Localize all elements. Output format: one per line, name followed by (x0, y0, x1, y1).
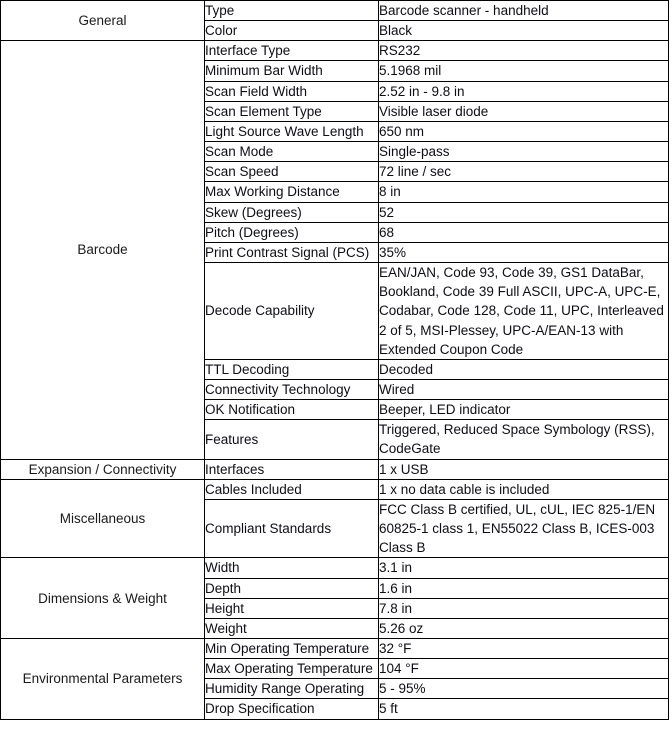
attribute-cell (205, 639, 379, 659)
attribute-label: Width (205, 560, 240, 576)
value-cell (379, 578, 669, 598)
attribute-label: Max Operating Temperature (205, 661, 373, 677)
attribute-cell (205, 359, 379, 379)
value-text: 1 x no data cable is included (379, 481, 550, 497)
value-cell (379, 400, 669, 420)
value-cell (379, 359, 669, 379)
table-row (1, 639, 669, 659)
attribute-cell (205, 1, 379, 21)
attribute-label: Interface Type (205, 43, 291, 59)
value-cell (379, 222, 669, 242)
attribute-cell (205, 499, 379, 557)
value-text: 1.6 in (379, 580, 413, 596)
attribute-label: Scan Element Type (205, 103, 322, 119)
value-cell (379, 21, 669, 41)
attribute-label: Features (205, 431, 259, 447)
category-cell: Miscellaneous (1, 479, 205, 558)
value-cell (379, 558, 669, 578)
category-cell: Dimensions & Weight (1, 558, 205, 639)
attribute-cell (205, 618, 379, 638)
value-cell (379, 162, 669, 182)
table-row (1, 1, 669, 21)
value-cell (379, 202, 669, 222)
table-row (1, 41, 669, 61)
attribute-label: Drop Specification (205, 701, 315, 717)
value-text: 104 °F (379, 661, 419, 677)
attribute-cell (205, 578, 379, 598)
value-text: 7.8 in (379, 600, 413, 616)
category-cell: Expansion / Connectivity (1, 459, 205, 479)
attribute-cell (205, 263, 379, 360)
attribute-label: TTL Decoding (205, 361, 290, 377)
table-row (1, 558, 669, 578)
value-cell (379, 142, 669, 162)
attribute-cell (205, 121, 379, 141)
attribute-label: Connectivity Technology (205, 381, 351, 397)
value-text: 52 (379, 204, 395, 220)
value-text: EAN/JAN, Code 93, Code 39, GS1 DataBar, Bookland, Code 39 Full ASCII, UPC-A, UPC-E, Codabar, Code 128, Code 11, UPC, Interleaved 2 of 5, MSI-Plessey, UPC-A/EAN-13 with Extended Coupon Code (379, 265, 664, 357)
attribute-cell (205, 598, 379, 618)
value-text: 5 - 95% (379, 681, 426, 697)
value-text: Single-pass (379, 144, 450, 160)
attribute-cell (205, 400, 379, 420)
value-cell (379, 121, 669, 141)
attribute-label: Compliant Standards (205, 521, 332, 537)
value-cell (379, 499, 669, 557)
attribute-label: Scan Mode (205, 144, 274, 160)
attribute-label: OK Notification (205, 402, 296, 418)
attribute-cell (205, 101, 379, 121)
attribute-cell (205, 558, 379, 578)
value-cell (379, 263, 669, 360)
attribute-cell (205, 479, 379, 499)
value-cell (379, 1, 669, 21)
attribute-label: Humidity Range Operating (205, 681, 365, 697)
value-text: Visible laser diode (379, 103, 489, 119)
value-text: 2.52 in - 9.8 in (379, 83, 465, 99)
attribute-label: Min Operating Temperature (205, 641, 370, 656)
value-text: 35% (379, 244, 407, 260)
value-text: 68 (379, 224, 395, 240)
category-cell: Barcode (1, 41, 205, 459)
value-cell (379, 420, 669, 459)
attribute-cell (205, 21, 379, 41)
value-cell (379, 182, 669, 202)
value-cell (379, 639, 669, 659)
attribute-cell (205, 202, 379, 222)
attribute-label: Light Source Wave Length (205, 123, 364, 139)
attribute-label: Decode Capability (205, 303, 315, 319)
attribute-label: Pitch (Degrees) (205, 224, 299, 240)
attribute-cell (205, 81, 379, 101)
attribute-label: Type (205, 3, 235, 18)
attribute-cell (205, 222, 379, 242)
specification-table-body (1, 1, 669, 720)
attribute-cell (205, 679, 379, 699)
value-text: Barcode scanner - handheld (379, 3, 549, 18)
attribute-label: Color (205, 23, 238, 39)
attribute-label: Print Contrast Signal (PCS) (205, 244, 370, 260)
attribute-label: Weight (205, 620, 247, 636)
value-text: RS232 (379, 43, 421, 59)
attribute-cell (205, 420, 379, 459)
category-cell: Environmental Parameters (1, 639, 205, 720)
attribute-cell (205, 162, 379, 182)
value-cell (379, 659, 669, 679)
attribute-label: Height (205, 600, 245, 616)
attribute-cell (205, 379, 379, 399)
value-text: 1 x USB (379, 461, 429, 477)
attribute-label: Scan Field Width (205, 83, 308, 99)
value-cell (379, 61, 669, 81)
value-text: Decoded (379, 361, 434, 377)
attribute-label: Cables Included (205, 481, 302, 497)
attribute-label: Depth (205, 580, 242, 596)
table-row (1, 459, 669, 479)
value-text: Black (379, 23, 413, 39)
value-text: 32 °F (379, 641, 412, 656)
category-cell: General (1, 1, 205, 41)
value-cell (379, 679, 669, 699)
attribute-label: Minimum Bar Width (205, 63, 323, 79)
attribute-cell (205, 142, 379, 162)
value-text: 8 in (379, 184, 401, 200)
value-cell (379, 41, 669, 61)
value-cell (379, 598, 669, 618)
value-text: FCC Class B certified, UL, cUL, IEC 825-1/EN 60825-1 class 1, EN55022 Class B, ICES-003 Class B (379, 501, 656, 556)
value-cell (379, 379, 669, 399)
value-text: 5.1968 mil (379, 63, 442, 79)
value-text: 3.1 in (379, 560, 413, 576)
attribute-label: Interfaces (205, 461, 265, 477)
value-cell (379, 242, 669, 262)
value-text: 5 ft (379, 701, 398, 717)
value-cell (379, 101, 669, 121)
attribute-cell (205, 41, 379, 61)
attribute-cell (205, 659, 379, 679)
value-text: Beeper, LED indicator (379, 402, 511, 418)
attribute-label: Scan Speed (205, 164, 279, 180)
attribute-cell (205, 242, 379, 262)
value-text: Triggered, Reduced Space Symbology (RSS), CodeGate (379, 422, 655, 457)
value-cell (379, 699, 669, 719)
value-cell (379, 618, 669, 638)
attribute-label: Skew (Degrees) (205, 204, 302, 220)
attribute-cell (205, 459, 379, 479)
value-text: Wired (379, 381, 415, 397)
attribute-cell (205, 61, 379, 81)
attribute-cell (205, 699, 379, 719)
value-cell (379, 479, 669, 499)
value-cell (379, 459, 669, 479)
attribute-cell (205, 182, 379, 202)
value-cell (379, 81, 669, 101)
value-text: 72 line / sec (379, 164, 452, 180)
value-text: 5.26 oz (379, 620, 424, 636)
value-text: 650 nm (379, 123, 425, 139)
attribute-label: Max Working Distance (205, 184, 340, 200)
table-row (1, 479, 669, 499)
